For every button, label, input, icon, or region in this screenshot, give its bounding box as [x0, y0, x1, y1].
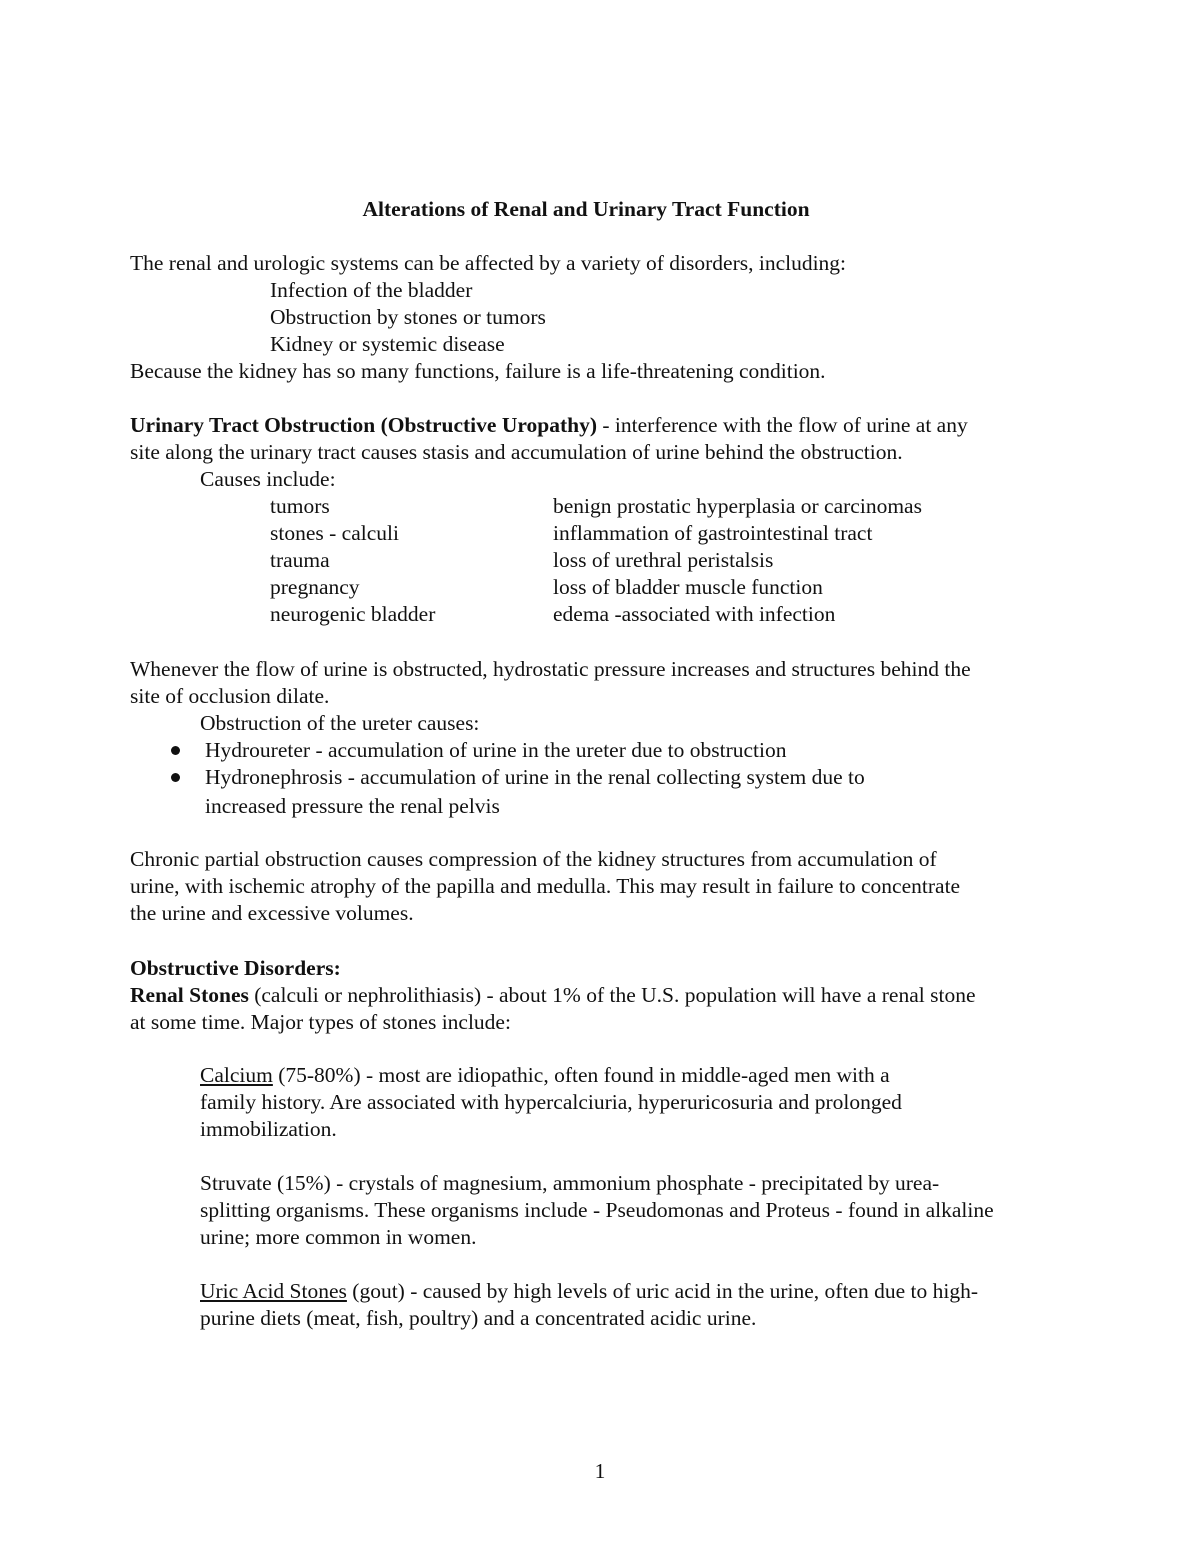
uric-definition: (gout) - caused by high levels of uric acid in the urine, often due to high-: [346, 1279, 978, 1303]
pressure-line-2: site of occlusion dilate.: [130, 684, 330, 708]
chronic-line-3: the urine and excessive volumes.: [130, 901, 414, 925]
cause-right: benign prostatic hyperplasia or carcinomas: [553, 494, 922, 518]
calcium-line-2: family history. Are associated with hypercalciuria, hyperuricosuria and prolonged: [200, 1090, 902, 1114]
cause-left: stones - calculi: [270, 521, 399, 545]
page-number: 1: [594, 1459, 606, 1483]
disorders-heading: Obstructive Disorders:: [130, 956, 341, 980]
calcium-definition: (75-80%) - most are idiopathic, often found in middle-aged men with a: [272, 1063, 890, 1087]
stones-line-1: [130, 982, 976, 1009]
intro-item: Kidney or systemic disease: [270, 332, 505, 356]
stones-line-2: at some time. Major types of stones include:: [130, 1010, 511, 1034]
intro-text: The renal and urologic systems can be affected by a variety of disorders, including:: [130, 251, 847, 275]
struvate-line-2: splitting organisms. These organisms include - Pseudomonas and Proteus - found in alkaline: [200, 1198, 994, 1222]
page-title: Alterations of Renal and Urinary Tract Function: [362, 197, 810, 221]
calcium-line-1: [200, 1062, 890, 1089]
intro-item: Infection of the bladder: [270, 278, 473, 302]
cause-left: neurogenic bladder: [270, 602, 436, 626]
ureter-label: Obstruction of the ureter causes:: [200, 711, 480, 735]
intro-item: Obstruction by stones or tumors: [270, 305, 546, 329]
intro-closing: Because the kidney has so many functions, failure is a life-threatening condition.: [130, 359, 826, 383]
stones-heading: Renal Stones: [130, 983, 249, 1007]
bullet-icon: [171, 773, 180, 782]
uric-line-1: [200, 1278, 978, 1305]
struvate-line-1: Struvate (15%) - crystals of magnesium, ammonium phosphate - precipitated by urea-: [200, 1171, 940, 1195]
uric-line-2: purine diets (meat, fish, poultry) and a concentrated acidic urine.: [200, 1306, 757, 1330]
cause-left: trauma: [270, 548, 330, 572]
obstruction-line-2: site along the urinary tract causes stasis and accumulation of urine behind the obstruction.: [130, 440, 903, 464]
cause-left: pregnancy: [270, 575, 360, 599]
obstruction-heading: Urinary Tract Obstruction (Obstructive Uropathy): [130, 413, 597, 437]
pressure-line-1: Whenever the flow of urine is obstructed, hydrostatic pressure increases and structures behind the: [130, 657, 971, 681]
bullet-icon: [171, 746, 180, 755]
chronic-line-1: Chronic partial obstruction causes compression of the kidney structures from accumulation of: [130, 847, 937, 871]
bullet-hydroureter: Hydroureter - accumulation of urine in the ureter due to obstruction: [205, 738, 787, 762]
cause-right: edema -associated with infection: [553, 602, 836, 626]
stones-definition: (calculi or nephrolithiasis) - about 1% of the U.S. population will have a renal stone: [248, 983, 976, 1007]
cause-right: inflammation of gastrointestinal tract: [553, 521, 873, 545]
obstruction-definition: - interference with the flow of urine at any: [597, 413, 968, 437]
obstruction-line-1: [130, 412, 968, 439]
cause-right: loss of bladder muscle function: [553, 575, 823, 599]
bullet-hydronephrosis-cont: increased pressure the renal pelvis: [205, 794, 500, 818]
uric-label: Uric Acid Stones: [200, 1279, 347, 1303]
cause-right: loss of urethral peristalsis: [553, 548, 774, 572]
calcium-label: Calcium: [200, 1063, 273, 1087]
causes-label: Causes include:: [200, 467, 336, 491]
cause-left: tumors: [270, 494, 330, 518]
chronic-line-2: urine, with ischemic atrophy of the papilla and medulla. This may result in failure to concentrate: [130, 874, 961, 898]
bullet-hydronephrosis: Hydronephrosis - accumulation of urine in the renal collecting system due to: [205, 765, 865, 789]
struvate-line-3: urine; more common in women.: [200, 1225, 477, 1249]
calcium-line-3: immobilization.: [200, 1117, 337, 1141]
